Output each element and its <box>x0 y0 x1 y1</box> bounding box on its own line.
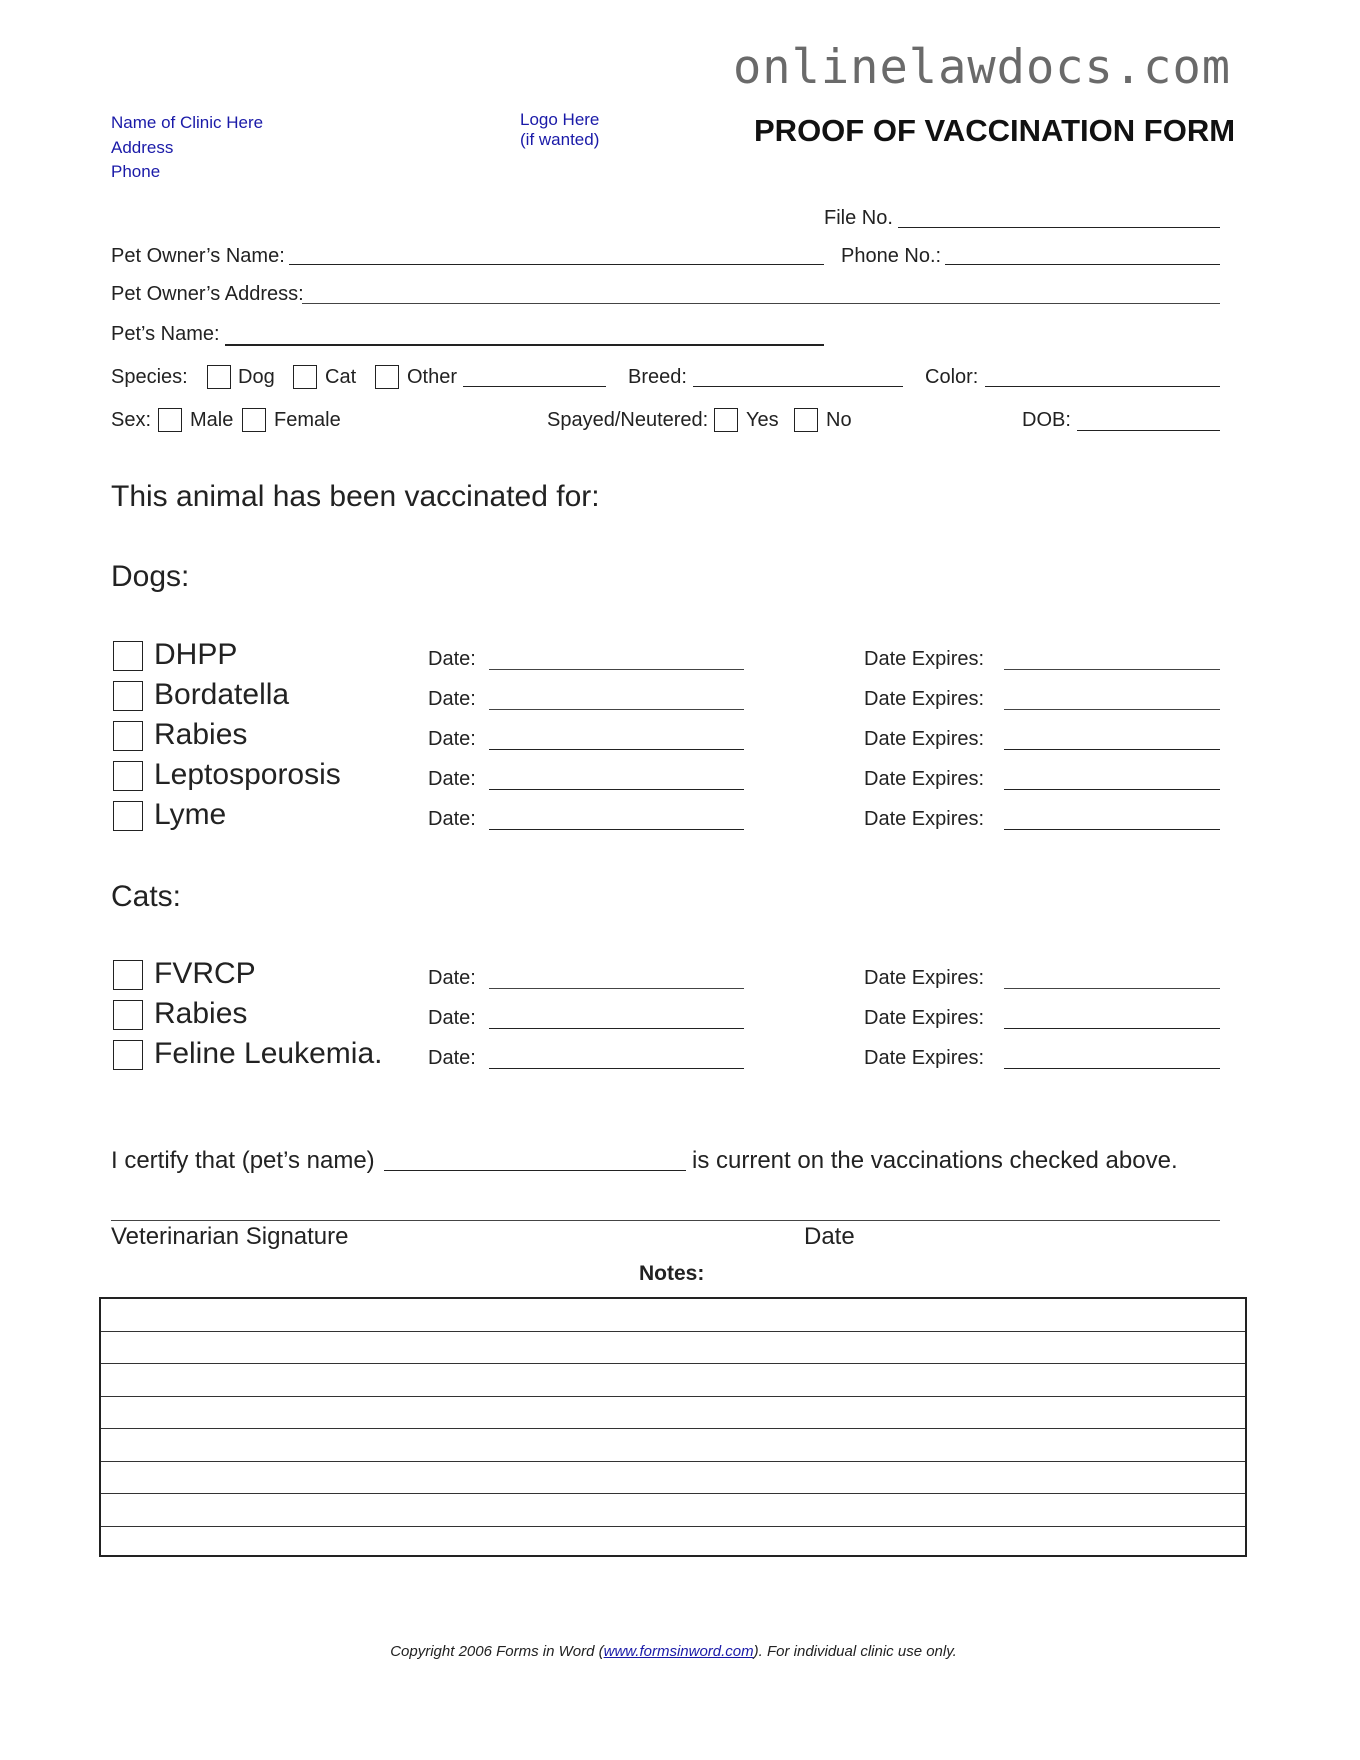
date-expires-label: Date Expires: <box>864 967 985 989</box>
date-label: Date: <box>428 1047 476 1069</box>
date-field[interactable] <box>489 988 744 989</box>
notes-row[interactable] <box>101 1299 1245 1332</box>
species-other-checkbox[interactable] <box>375 365 399 389</box>
vaccine-label: Rabies <box>154 997 248 1030</box>
dogs-heading: Dogs: <box>111 560 190 593</box>
vaccine-label: Bordatella <box>154 678 290 711</box>
date-label: Date: <box>428 728 476 750</box>
vaccine-label: Lyme <box>154 798 227 831</box>
vaccine-label: Rabies <box>154 718 248 751</box>
sex-male-label: Male <box>190 409 234 431</box>
date-expires-field[interactable] <box>1004 988 1220 989</box>
date-label: Date: <box>428 648 476 670</box>
species-other-field[interactable] <box>463 386 606 387</box>
sex-label: Sex: <box>111 409 152 431</box>
date-field[interactable] <box>489 709 744 710</box>
date-field[interactable] <box>489 669 744 670</box>
spayed-yes-label: Yes <box>746 409 779 431</box>
sex-female-label: Female <box>274 409 341 431</box>
certify-suffix: is current on the vaccinations checked above. <box>692 1147 1178 1174</box>
owner-name-label: Pet Owner’s Name: <box>111 245 285 267</box>
date-label: Date: <box>428 688 476 710</box>
clinic-address: Address <box>111 137 174 157</box>
clinic-info <box>111 111 263 185</box>
spayed-no-checkbox[interactable] <box>794 408 818 432</box>
date-field[interactable] <box>489 1028 744 1029</box>
species-cat-label: Cat <box>325 366 357 388</box>
feline-leukemia-checkbox[interactable] <box>113 1040 143 1070</box>
date-expires-label: Date Expires: <box>864 728 985 750</box>
spayed-no-label: No <box>826 409 852 431</box>
color-label: Color: <box>925 366 979 388</box>
rabies-cat-checkbox[interactable] <box>113 1000 143 1030</box>
file-no-field[interactable] <box>898 227 1220 228</box>
spayed-yes-checkbox[interactable] <box>714 408 738 432</box>
logo-line-2: (if wanted) <box>520 130 600 149</box>
breed-field[interactable] <box>693 386 903 387</box>
date-expires-field[interactable] <box>1004 789 1220 790</box>
vaccine-label: FVRCP <box>154 957 256 990</box>
logo-placeholder <box>520 110 599 150</box>
phone-no-field[interactable] <box>945 264 1220 265</box>
dob-label: DOB: <box>1022 409 1071 431</box>
species-dog-checkbox[interactable] <box>207 365 231 389</box>
watermark: onlinelawdocs.com <box>733 40 1232 95</box>
form-title: PROOF OF VACCINATION FORM <box>754 113 1236 148</box>
phone-no-label: Phone No.: <box>841 245 942 267</box>
notes-row[interactable] <box>101 1462 1245 1495</box>
certify-prefix: I certify that (pet’s name) <box>111 1147 375 1174</box>
date-expires-label: Date Expires: <box>864 768 985 790</box>
pet-name-field[interactable] <box>225 344 824 346</box>
species-other-label: Other <box>407 366 458 388</box>
owner-name-field[interactable] <box>289 264 824 265</box>
footer-suffix: ). For individual clinic use only. <box>753 1643 957 1660</box>
fvrcp-checkbox[interactable] <box>113 960 143 990</box>
date-expires-label: Date Expires: <box>864 1007 985 1029</box>
pet-name-label: Pet’s Name: <box>111 323 220 345</box>
date-label: Date: <box>428 1007 476 1029</box>
date-expires-field[interactable] <box>1004 709 1220 710</box>
footer-prefix: Copyright 2006 Forms in Word ( <box>390 1643 604 1660</box>
notes-row[interactable] <box>101 1429 1245 1462</box>
owner-address-label: Pet Owner’s Address: <box>111 283 304 305</box>
date-field[interactable] <box>489 789 744 790</box>
date-field[interactable] <box>489 749 744 750</box>
spayed-label: Spayed/Neutered: <box>547 409 709 431</box>
clinic-name: Name of Clinic Here <box>111 113 264 132</box>
signature-line[interactable] <box>111 1220 1220 1221</box>
date-expires-field[interactable] <box>1004 829 1220 830</box>
date-expires-label: Date Expires: <box>864 648 985 670</box>
file-no-label: File No. <box>824 207 893 229</box>
copyright-footer <box>0 1643 1347 1660</box>
notes-row[interactable] <box>101 1494 1245 1527</box>
notes-row[interactable] <box>101 1364 1245 1397</box>
date-expires-field[interactable] <box>1004 1068 1220 1069</box>
sex-female-checkbox[interactable] <box>242 408 266 432</box>
date-expires-label: Date Expires: <box>864 688 985 710</box>
vaccinated-heading: This animal has been vaccinated for: <box>111 480 600 513</box>
vaccine-label: DHPP <box>154 638 238 671</box>
notes-label: Notes: <box>639 1262 705 1285</box>
date-field[interactable] <box>489 1068 744 1069</box>
color-field[interactable] <box>985 386 1220 387</box>
vaccine-label: Leptosporosis <box>154 758 341 791</box>
date-expires-label: Date Expires: <box>864 1047 985 1069</box>
dob-field[interactable] <box>1077 430 1220 431</box>
species-cat-checkbox[interactable] <box>293 365 317 389</box>
owner-address-field[interactable] <box>302 303 1220 304</box>
clinic-phone: Phone <box>111 162 161 181</box>
vaccine-label: Feline Leukemia. <box>154 1037 383 1070</box>
date-expires-label: Date Expires: <box>864 808 985 830</box>
signature-date-label: Date <box>804 1223 855 1250</box>
species-label: Species: <box>111 366 188 388</box>
vet-signature-label: Veterinarian Signature <box>111 1223 349 1250</box>
footer-link[interactable]: www.formsinword.com <box>603 1643 754 1660</box>
date-label: Date: <box>428 768 476 790</box>
notes-row[interactable] <box>101 1527 1245 1560</box>
notes-box[interactable] <box>99 1297 1247 1557</box>
dhpp-checkbox[interactable] <box>113 641 143 671</box>
cats-heading: Cats: <box>111 880 182 913</box>
notes-row[interactable] <box>101 1332 1245 1365</box>
leptosporosis-checkbox[interactable] <box>113 761 143 791</box>
date-label: Date: <box>428 967 476 989</box>
lyme-checkbox[interactable] <box>113 801 143 831</box>
species-dog-label: Dog <box>238 366 275 388</box>
sex-male-checkbox[interactable] <box>158 408 182 432</box>
date-field[interactable] <box>489 829 744 830</box>
date-expires-field[interactable] <box>1004 1028 1220 1029</box>
date-label: Date: <box>428 808 476 830</box>
breed-label: Breed: <box>628 366 687 388</box>
bordatella-checkbox[interactable] <box>113 681 143 711</box>
date-expires-field[interactable] <box>1004 749 1220 750</box>
certify-pet-name-field[interactable] <box>384 1170 686 1171</box>
logo-line-1: Logo Here <box>520 110 600 129</box>
notes-row[interactable] <box>101 1397 1245 1430</box>
rabies-dog-checkbox[interactable] <box>113 721 143 751</box>
date-expires-field[interactable] <box>1004 669 1220 670</box>
